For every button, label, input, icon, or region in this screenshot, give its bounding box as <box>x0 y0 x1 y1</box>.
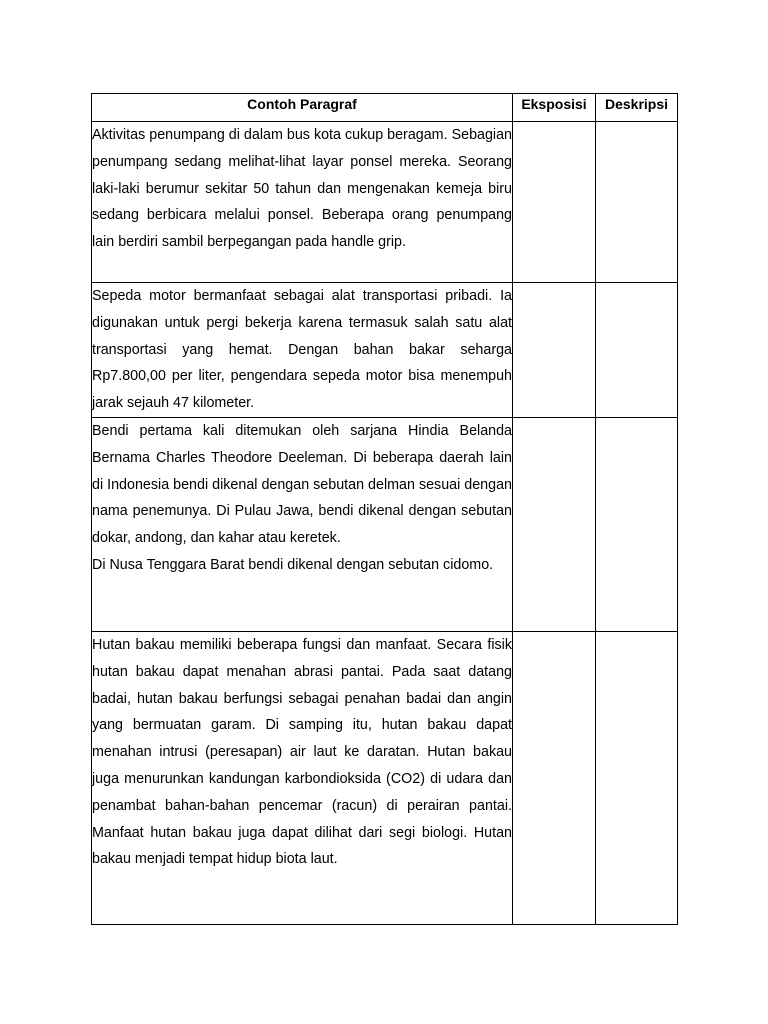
paragraph-classification-table <box>91 93 678 925</box>
header-deskripsi: Deskripsi <box>596 94 678 122</box>
paragraph-text: Aktivitas penumpang di dalam bus kota cukup beragam. Sebagian penumpang sedang melihat-lihat layar ponsel mereka. Seorang laki-laki berumur sekitar 50 tahun dan mengenakan kemeja biru sedang berbicara melalui ponsel. Beberapa orang penumpang lain berdiri sambil berpegangan pada handle grip. <box>92 127 512 251</box>
paragraph-cell <box>92 283 513 418</box>
header-contoh-paragraf: Contoh Paragraf <box>92 94 513 122</box>
paragraph-text: Bendi pertama kali ditemukan oleh sarjana Hindia Belanda Bernama Charles Theodore Deeleman. Di beberapa daerah lain di Indonesia bendi dikenal dengan sebutan delman sesuai dengan nama penemunya. Di Pulau Jawa, bendi dikenal dengan sebutan dokar, andong, dan kahar atau keretek. <box>92 422 512 547</box>
paragraph-text: Hutan bakau memiliki beberapa fungsi dan manfaat. Secara fisik hutan bakau dapat menahan abrasi pantai. Pada saat datang badai, hutan bakau berfungsi sebagai penahan badai dan angin yang bermuatan garam. Di samping itu, hutan bakau dapat menahan intrusi (peresapan) air laut ke daratan. Hutan bakau juga menurunkan kandungan karbondioksida (CO2) di udara dan penambat bahan-bahan pencemar (racun) di perairan pantai. Manfaat hutan bakau juga dapat dilihat dari segi biologi. Hutan bakau menjadi tempat hidup biota laut. <box>92 636 512 868</box>
paragraph-cell <box>92 122 513 283</box>
eksposisi-answer-cell[interactable] <box>513 283 596 418</box>
table-row <box>92 417 678 631</box>
header-eksposisi: Eksposisi <box>513 94 596 122</box>
table-row <box>92 122 678 283</box>
deskripsi-answer-cell[interactable] <box>596 417 678 631</box>
deskripsi-answer-cell[interactable] <box>596 122 678 283</box>
table-row <box>92 631 678 924</box>
eksposisi-answer-cell[interactable] <box>513 122 596 283</box>
paragraph-text: Sepeda motor bermanfaat sebagai alat transportasi pribadi. Ia digunakan untuk pergi bekerja karena termasuk salah satu alat transportasi yang hemat. Dengan bahan bakar seharga Rp7.800,00 per liter, pengendara sepeda motor bisa menempuh jarak sejauh 47 kilometer. <box>92 288 512 412</box>
table-header-row <box>92 94 678 122</box>
eksposisi-answer-cell[interactable] <box>513 417 596 631</box>
deskripsi-answer-cell[interactable] <box>596 631 678 924</box>
deskripsi-answer-cell[interactable] <box>596 283 678 418</box>
paragraph-cell <box>92 417 513 631</box>
table-row <box>92 283 678 418</box>
paragraph-text: Di Nusa Tenggara Barat bendi dikenal dengan sebutan cidomo. <box>92 556 494 573</box>
eksposisi-answer-cell[interactable] <box>513 631 596 924</box>
paragraph-cell <box>92 631 513 924</box>
